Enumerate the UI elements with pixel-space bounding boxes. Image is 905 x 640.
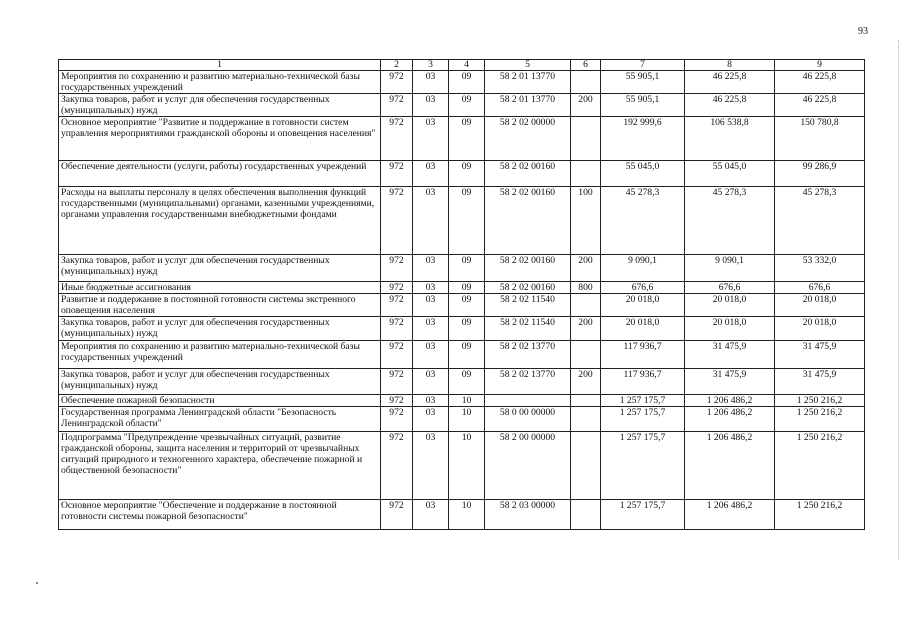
cell-amount-7: 192 999,6: [601, 117, 685, 161]
cell-ministry: 972: [381, 187, 413, 255]
cell-amount-7: 55 905,1: [601, 94, 685, 117]
cell-amount-8: 31 475,9: [685, 341, 775, 369]
table-row: [59, 500, 865, 530]
cell-amount-8: 46 225,8: [685, 94, 775, 117]
row-name: Закупка товаров, работ и услуг для обеспечения государственных (муниципальных) нужд: [59, 369, 381, 395]
cell-ministry: 972: [381, 255, 413, 282]
cell-expense-type: [571, 294, 601, 317]
cell-subsection: 09: [449, 94, 485, 117]
cell-ministry: 972: [381, 117, 413, 161]
row-name: Мероприятия по сохранению и развитию материально-технической базы государственных учреждений: [59, 341, 381, 369]
cell-target-article: 58 2 02 11540: [485, 294, 571, 317]
row-name: Основное мероприятие "Развитие и поддержание в готовности систем управления мероприятиями гражданской обороны и оповещения населения": [59, 117, 381, 161]
cell-amount-7: 45 278,3: [601, 187, 685, 255]
cell-amount-7: 55 905,1: [601, 71, 685, 94]
cell-amount-9: 45 278,3: [775, 187, 865, 255]
table-row: [59, 187, 865, 255]
cell-amount-9: 46 225,8: [775, 94, 865, 117]
cell-expense-type: [571, 117, 601, 161]
cell-section: 03: [413, 94, 449, 117]
table-row: [59, 282, 865, 294]
table-row: [59, 341, 865, 369]
cell-subsection: 09: [449, 255, 485, 282]
cell-expense-type: [571, 407, 601, 432]
cell-target-article: 58 2 02 00160: [485, 282, 571, 294]
cell-amount-9: 20 018,0: [775, 294, 865, 317]
header-cell-7: 7: [601, 60, 685, 71]
page-number: 93: [858, 26, 868, 37]
cell-target-article: 58 2 02 00000: [485, 117, 571, 161]
row-name: Подпрограмма "Предупреждение чрезвычайных ситуаций, развитие гражданской обороны, защита населения и территорий от чрезвычайных ситуаций природного и техногенного характера, обеспечение пожарной и общественной безопасности": [59, 432, 381, 500]
header-row: [59, 60, 865, 71]
cell-amount-9: 31 475,9: [775, 341, 865, 369]
cell-ministry: 972: [381, 282, 413, 294]
cell-subsection: 10: [449, 395, 485, 407]
cell-expense-type: [571, 395, 601, 407]
cell-amount-8: 31 475,9: [685, 369, 775, 395]
row-name: Мероприятия по сохранению и развитию материально-технической базы государственных учреждений: [59, 71, 381, 94]
cell-section: 03: [413, 369, 449, 395]
header-cell-2: 2: [381, 60, 413, 71]
cell-section: 03: [413, 255, 449, 282]
cell-ministry: 972: [381, 94, 413, 117]
cell-amount-9: 1 250 216,2: [775, 395, 865, 407]
row-name: Закупка товаров, работ и услуг для обеспечения государственных (муниципальных) нужд: [59, 317, 381, 341]
cell-amount-9: 150 780,8: [775, 117, 865, 161]
cell-amount-8: 55 045,0: [685, 161, 775, 187]
cell-section: 03: [413, 282, 449, 294]
header-cell-5: 5: [485, 60, 571, 71]
row-name: Обеспечение пожарной безопасности: [59, 395, 381, 407]
cell-amount-8: 45 278,3: [685, 187, 775, 255]
cell-subsection: 10: [449, 432, 485, 500]
cell-amount-9: 20 018,0: [775, 317, 865, 341]
cell-section: 03: [413, 187, 449, 255]
cell-section: 03: [413, 432, 449, 500]
cell-amount-7: 20 018,0: [601, 294, 685, 317]
cell-expense-type: 200: [571, 255, 601, 282]
cell-subsection: 09: [449, 187, 485, 255]
cell-amount-9: 99 286,9: [775, 161, 865, 187]
cell-amount-7: 20 018,0: [601, 317, 685, 341]
cell-target-article: 58 2 02 00160: [485, 161, 571, 187]
cell-ministry: 972: [381, 395, 413, 407]
cell-target-article: [485, 395, 571, 407]
cell-amount-7: 1 257 175,7: [601, 500, 685, 530]
cell-expense-type: 200: [571, 369, 601, 395]
cell-subsection: 09: [449, 317, 485, 341]
cell-ministry: 972: [381, 500, 413, 530]
cell-section: 03: [413, 71, 449, 94]
cell-amount-8: 106 538,8: [685, 117, 775, 161]
cell-amount-9: 1 250 216,2: [775, 500, 865, 530]
budget-table: [58, 59, 865, 530]
table-row: [59, 395, 865, 407]
cell-amount-7: 1 257 175,7: [601, 395, 685, 407]
cell-subsection: 09: [449, 71, 485, 94]
header-cell-8: 8: [685, 60, 775, 71]
cell-section: 03: [413, 294, 449, 317]
cell-ministry: 972: [381, 161, 413, 187]
cell-target-article: 58 2 02 00160: [485, 255, 571, 282]
cell-ministry: 972: [381, 432, 413, 500]
cell-expense-type: 200: [571, 94, 601, 117]
cell-amount-9: 1 250 216,2: [775, 432, 865, 500]
header-cell-4: 4: [449, 60, 485, 71]
row-name: Иные бюджетные ассигнования: [59, 282, 381, 294]
table-row: [59, 369, 865, 395]
cell-ministry: 972: [381, 317, 413, 341]
table-row: [59, 94, 865, 117]
cell-target-article: 58 2 02 13770: [485, 341, 571, 369]
cell-amount-7: 117 936,7: [601, 341, 685, 369]
row-name: Обеспечение деятельности (услуги, работы) государственных учреждений: [59, 161, 381, 187]
cell-amount-7: 1 257 175,7: [601, 407, 685, 432]
cell-amount-8: 1 206 486,2: [685, 395, 775, 407]
cell-subsection: 10: [449, 407, 485, 432]
header-cell-3: 3: [413, 60, 449, 71]
cell-amount-8: 20 018,0: [685, 317, 775, 341]
cell-amount-9: 46 225,8: [775, 71, 865, 94]
cell-ministry: 972: [381, 369, 413, 395]
cell-amount-8: 1 206 486,2: [685, 500, 775, 530]
cell-amount-9: 676,6: [775, 282, 865, 294]
row-name: Развитие и поддержание в постоянной готовности системы экстренного оповещения населения: [59, 294, 381, 317]
cell-amount-9: 31 475,9: [775, 369, 865, 395]
cell-amount-8: 9 090,1: [685, 255, 775, 282]
cell-target-article: 58 2 01 13770: [485, 71, 571, 94]
header-cell-1: 1: [59, 60, 381, 71]
cell-amount-7: 117 936,7: [601, 369, 685, 395]
table-row: [59, 407, 865, 432]
cell-amount-7: 55 045,0: [601, 161, 685, 187]
cell-section: 03: [413, 317, 449, 341]
cell-target-article: 58 2 02 00160: [485, 187, 571, 255]
cell-expense-type: [571, 161, 601, 187]
cell-subsection: 09: [449, 341, 485, 369]
cell-section: 03: [413, 341, 449, 369]
table-row: [59, 317, 865, 341]
cell-expense-type: 200: [571, 317, 601, 341]
cell-ministry: 972: [381, 294, 413, 317]
cell-amount-8: 20 018,0: [685, 294, 775, 317]
cell-expense-type: [571, 500, 601, 530]
cell-section: 03: [413, 500, 449, 530]
cell-ministry: 972: [381, 71, 413, 94]
cell-amount-8: 1 206 486,2: [685, 432, 775, 500]
cell-subsection: 09: [449, 369, 485, 395]
header-cell-9: 9: [775, 60, 865, 71]
scan-speck: [36, 582, 38, 584]
cell-subsection: 09: [449, 282, 485, 294]
cell-expense-type: [571, 71, 601, 94]
cell-section: 03: [413, 161, 449, 187]
cell-amount-9: 53 332,0: [775, 255, 865, 282]
table-row: [59, 432, 865, 500]
cell-subsection: 09: [449, 294, 485, 317]
cell-amount-8: 1 206 486,2: [685, 407, 775, 432]
header-cell-6: 6: [571, 60, 601, 71]
table-row: [59, 161, 865, 187]
cell-target-article: 58 2 01 13770: [485, 94, 571, 117]
cell-amount-8: 676,6: [685, 282, 775, 294]
cell-subsection: 10: [449, 500, 485, 530]
cell-section: 03: [413, 117, 449, 161]
cell-amount-9: 1 250 216,2: [775, 407, 865, 432]
cell-ministry: 972: [381, 341, 413, 369]
table-row: [59, 117, 865, 161]
cell-section: 03: [413, 395, 449, 407]
cell-expense-type: 800: [571, 282, 601, 294]
cell-amount-8: 46 225,8: [685, 71, 775, 94]
row-name: Закупка товаров, работ и услуг для обеспечения государственных (муниципальных) нужд: [59, 94, 381, 117]
row-name: Основное мероприятие "Обеспечение и поддержание в постоянной готовности системы пожарной безопасности": [59, 500, 381, 530]
cell-target-article: 58 2 00 00000: [485, 432, 571, 500]
row-name: Государственная программа Ленинградской области "Безопасность Ленинградской области": [59, 407, 381, 432]
scan-edge-artifact: [898, 40, 900, 560]
cell-expense-type: 100: [571, 187, 601, 255]
row-name: Расходы на выплаты персоналу в целях обеспечения выполнения функций государственными (муниципальными) органами, казенными учреждениями, органами управления государственными внебюджетными фондами: [59, 187, 381, 255]
cell-expense-type: [571, 432, 601, 500]
cell-section: 03: [413, 407, 449, 432]
cell-target-article: 58 2 03 00000: [485, 500, 571, 530]
cell-ministry: 972: [381, 407, 413, 432]
cell-target-article: 58 2 02 13770: [485, 369, 571, 395]
cell-amount-7: 1 257 175,7: [601, 432, 685, 500]
cell-subsection: 09: [449, 117, 485, 161]
cell-expense-type: [571, 341, 601, 369]
cell-subsection: 09: [449, 161, 485, 187]
table-row: [59, 71, 865, 94]
row-name: Закупка товаров, работ и услуг для обеспечения государственных (муниципальных) нужд: [59, 255, 381, 282]
cell-target-article: 58 2 02 11540: [485, 317, 571, 341]
cell-target-article: 58 0 00 00000: [485, 407, 571, 432]
cell-amount-7: 9 090,1: [601, 255, 685, 282]
table-row: [59, 294, 865, 317]
table-row: [59, 255, 865, 282]
cell-amount-7: 676,6: [601, 282, 685, 294]
